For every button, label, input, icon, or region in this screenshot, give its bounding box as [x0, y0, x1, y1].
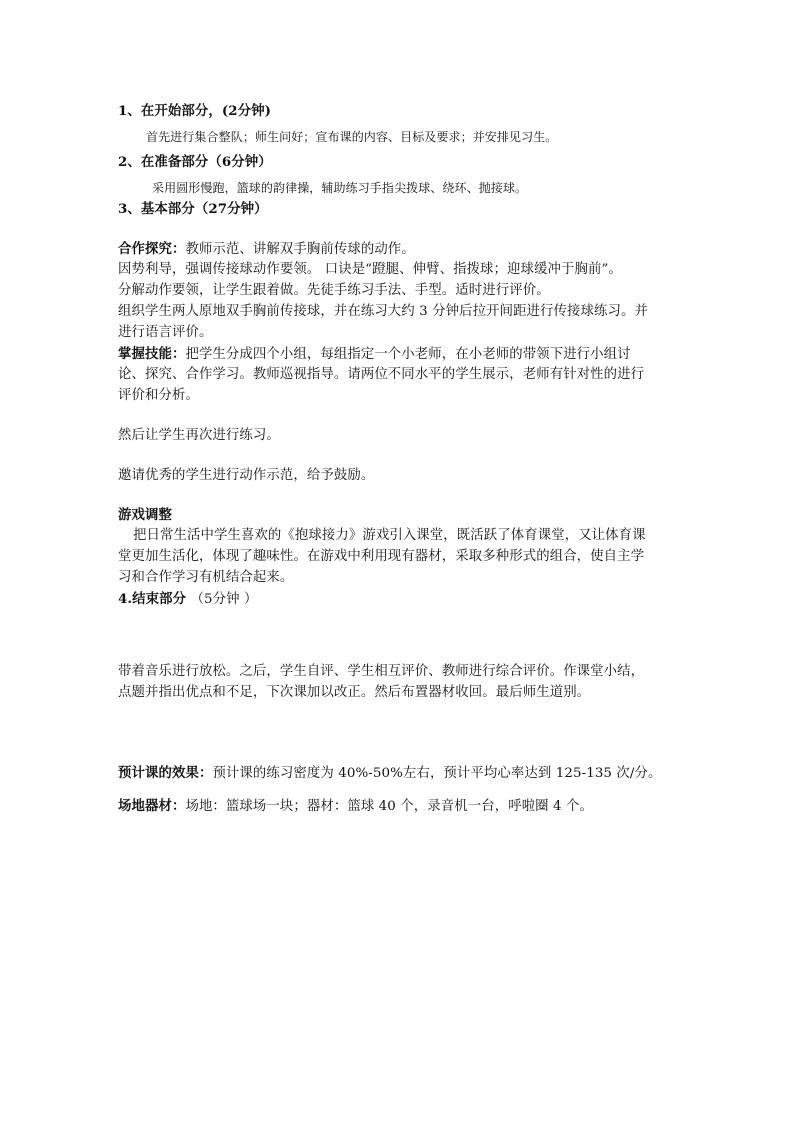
invite-demo-text: 邀请优秀的学生进行动作示范，给予鼓励。 [118, 468, 375, 483]
game-adjust-heading: 游戏调整 [118, 507, 172, 523]
section-start-heading: 1、在开始部分，(2分钟) [118, 103, 272, 119]
end-line-2: 点题并指出优点和不足，下次课加以改正。然后布置器材收回。最后师生道别。 [118, 685, 591, 700]
basic-line-1 [118, 239, 415, 260]
section-end-heading-row [118, 589, 257, 610]
end-line-1: 带着音乐进行放松。之后，学生自评、学生相互评价、教师进行综合评价。作课堂小结， [118, 664, 645, 679]
basic-line-8: 评价和分析。 [118, 388, 199, 403]
basic-line-3: 分解动作要领，让学生跟着做。先徒手练习手法、手型。适时进行评价。 [118, 283, 550, 298]
equipment-text: 场地：篮球场一块；器材：篮球 40 个，录音机一台，呼啦圈 4 个。 [185, 799, 593, 814]
section-end-heading: 4.结束部分 [118, 591, 187, 607]
expected-effect-label: 预计课的效果： [118, 765, 213, 781]
cooperative-inquiry-text: 教师示范、讲解双手胸前传球的动作。 [185, 242, 415, 257]
game-line-2: 堂更加生活化，体现了趣味性。在游戏中利用现有器材，采取多种形式的组合，使自主学 [118, 549, 645, 564]
game-line-3: 习和合作学习有机结合起来。 [118, 570, 294, 585]
section-basic-heading: 3、基本部分（27分钟） [118, 201, 268, 217]
section-prepare-text: 采用圆形慢跑，篮球的韵律操，辅助练习手指尖拨球、绕环、抛接球。 [152, 181, 528, 195]
equipment-row [118, 796, 593, 817]
game-line-1: 把日常生活中学生喜欢的《抱球接力》游戏引入课堂，既活跃了体育课堂，又让体育课 [133, 528, 646, 543]
basic-line-5: 进行语言评价。 [118, 325, 213, 340]
section-start-text: 首先进行集合整队；师生问好；宣布课的内容、目标及要求；并安排见习生。 [146, 130, 558, 144]
equipment-label: 场地器材： [118, 798, 186, 814]
basic-line-2: 因势利导，强调传接球动作要领。 口诀是“蹬腿、伸臂、指拨球；迎球缓冲于胸前”。 [118, 262, 622, 277]
basic-line-7: 论、探究、合作学习。教师巡视指导。请两位不同水平的学生展示，老师有针对性的进行 [118, 367, 645, 382]
basic-line-6 [118, 344, 631, 365]
section-end-duration: （5分钟 ） [190, 592, 258, 607]
master-skill-label: 掌握技能： [118, 346, 186, 362]
cooperative-inquiry-label: 合作探究： [118, 241, 186, 257]
expected-effect-text: 预计课的练习密度为 40%-50%左右，预计平均心率达到 125-135 次/分。 [212, 766, 662, 781]
practice-again-text: 然后让学生再次进行练习。 [118, 428, 280, 443]
expected-effect-row [118, 763, 662, 784]
section-prepare-heading: 2、在准备部分（6分钟） [118, 154, 272, 170]
master-skill-text: 把学生分成四个小组，每组指定一个小老师，在小老师的带领下进行小组讨 [185, 347, 631, 362]
basic-line-4: 组织学生两人原地双手胸前传接球，并在练习大约 3 分钟后拉开间距进行传接球练习。并 [118, 304, 648, 319]
